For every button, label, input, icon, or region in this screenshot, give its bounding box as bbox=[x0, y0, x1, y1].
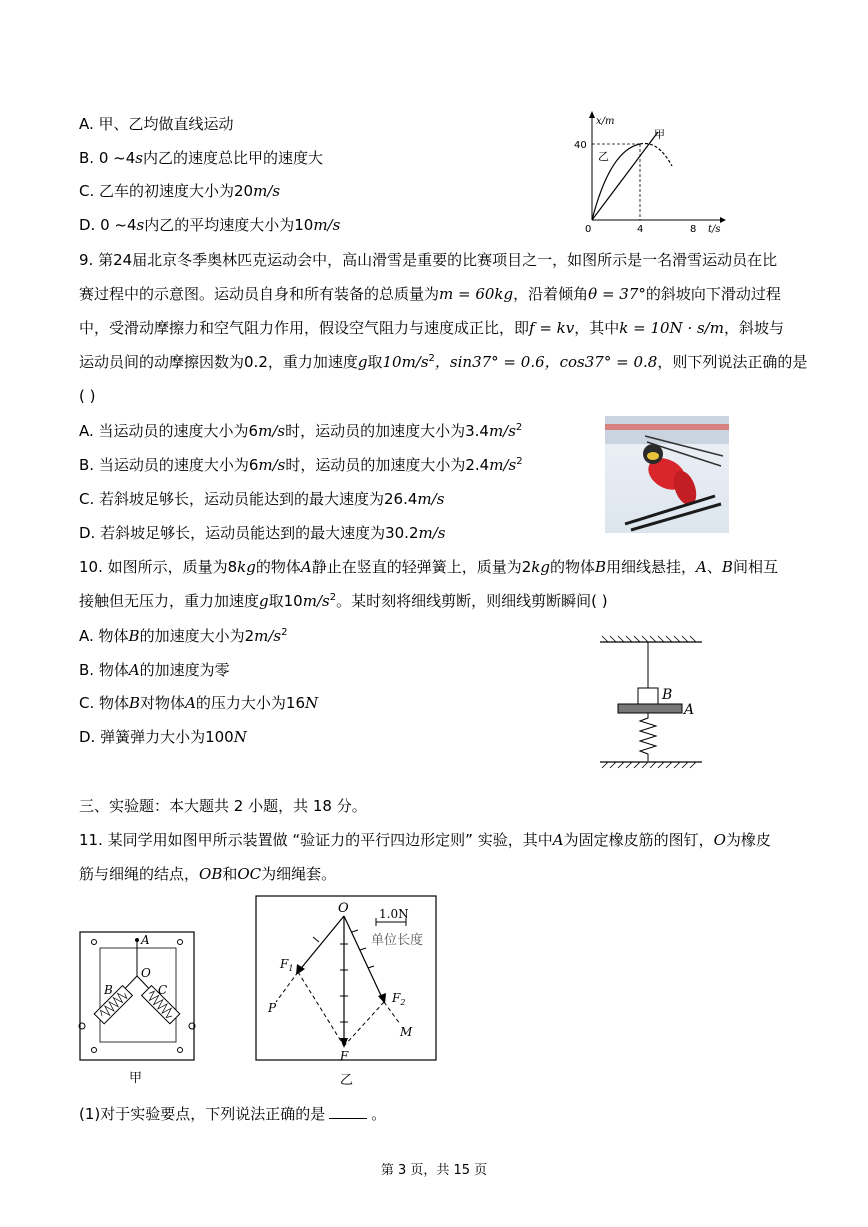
svg-text:O: O bbox=[338, 901, 349, 916]
figure-jia bbox=[78, 928, 198, 1088]
svg-text:P: P bbox=[268, 1001, 277, 1015]
svg-text:甲: 甲 bbox=[129, 1071, 143, 1086]
svg-text:F1: $F_1$ bbox=[280, 957, 294, 973]
q10-spring-figure bbox=[598, 636, 718, 776]
svg-text:t/s: t/s bbox=[708, 224, 721, 235]
svg-text:O: O bbox=[141, 966, 151, 980]
skier-photo bbox=[605, 416, 729, 533]
svg-text:4: 4 bbox=[637, 224, 644, 235]
q8-option-d: D. 0 ~4s内乙的平均速度大小为10m/s bbox=[79, 216, 341, 234]
svg-text:40: 40 bbox=[574, 140, 587, 151]
q8-xt-graph bbox=[574, 108, 730, 235]
svg-text:B: B bbox=[662, 687, 673, 703]
block-a bbox=[618, 704, 682, 713]
graph-line-jia bbox=[592, 132, 658, 220]
q9-option-c: C. 若斜坡足够长，运动员能达到的最大速度为26.4m/s bbox=[79, 490, 445, 508]
q10-option-d: D. 弹簧弹力大小为100N bbox=[79, 728, 247, 746]
q10-option-c: C. 物体B对物体A的压力大小为16N bbox=[79, 694, 319, 712]
svg-text:F2: $F_2$ bbox=[392, 991, 406, 1007]
q10-option-b: B. 物体A的加速度为零 bbox=[79, 661, 230, 679]
q9-option-a: A. 当运动员的速度大小为6m/s时，运动员的加速度大小为$3.4m/s^2$ bbox=[79, 422, 523, 440]
q9-line-1: 9. 第24届北京冬季奥林匹克运动会中，高山滑雪是重要的比赛项目之一，如图所示是一名滑雪运动员在比 bbox=[79, 251, 778, 269]
svg-text:x/m: x/m bbox=[596, 116, 615, 127]
q8-option-b: B. 0 ~4s内乙的速度总比甲的速度大 bbox=[79, 149, 323, 167]
svg-text:A: A bbox=[141, 933, 150, 947]
svg-text:乙: 乙 bbox=[340, 1073, 354, 1088]
svg-text:A: A bbox=[684, 702, 695, 718]
svg-text:0: 0 bbox=[585, 224, 592, 235]
svg-text:1.0N: 1.0N bbox=[379, 907, 409, 921]
q8-option-a: A. 甲、乙均做直线运动 bbox=[79, 115, 234, 133]
q9-answer-paren: ( ) bbox=[79, 387, 96, 405]
svg-text:甲: 甲 bbox=[654, 128, 665, 141]
block-b bbox=[638, 688, 658, 704]
page-footer: 第 3 页，共 15 页 bbox=[380, 1163, 488, 1178]
section-3-heading: 三、实验题：本大题共 2 小题，共 18 分。 bbox=[79, 797, 367, 815]
svg-text:F: F bbox=[340, 1049, 349, 1063]
svg-text:C: C bbox=[158, 983, 168, 997]
svg-text:乙: 乙 bbox=[598, 150, 609, 163]
svg-text:单位长度: 单位长度 bbox=[371, 933, 424, 948]
q11-line-2: 筋与细绳的结点，OB和OC为细绳套。 bbox=[79, 865, 337, 883]
answer-blank[interactable] bbox=[329, 1104, 367, 1119]
q9-option-d: D. 若斜坡足够长，运动员能达到的最大速度为30.2m/s bbox=[79, 524, 446, 542]
q10-line-2: 接触但无压力，重力加速度g取$10m/s^2$。某时刻将细线剪断，则细线剪断瞬间( ) bbox=[79, 592, 608, 610]
svg-text:B: B bbox=[104, 983, 113, 997]
q9-line-2: 赛过程中的示意图。运动员自身和所有装备的总质量为m = 60kg，沿着倾角θ = 37°的斜坡向下滑动过程 bbox=[79, 285, 781, 303]
skier-illustration bbox=[605, 416, 729, 533]
q9-option-b: B. 当运动员的速度大小为6m/s时，运动员的加速度大小为$2.4m/s^2$ bbox=[79, 456, 523, 474]
figure-yi bbox=[254, 894, 440, 1094]
q11-subquestion-1: (1)对于实验要点，下列说法正确的是 。 bbox=[79, 1105, 387, 1123]
q9-line-4: 运动员间的动摩擦因数为0.2，重力加速度g取$10m/s^2$，sin37° = 0.6，cos37° = 0.8，则下列说法正确的是 bbox=[79, 353, 808, 371]
q10-line-1: 10. 如图所示，质量为8kg的物体A静止在竖直的轻弹簧上，质量为2kg的物体B用细线悬挂，A、B间相互 bbox=[79, 558, 778, 576]
q11-line-1: 11. 某同学用如图甲所示装置做 “验证力的平行四边形定则” 实验，其中A为固定橡皮筋的图钉，O为橡皮 bbox=[79, 831, 771, 849]
q8-option-c: C. 乙车的初速度大小为20m/s bbox=[79, 182, 281, 200]
spring bbox=[640, 713, 656, 761]
q10-option-a: A. 物体B的加速度大小为$2m/s^2$ bbox=[79, 627, 288, 645]
q9-line-3: 中，受滑动摩擦力和空气阻力作用，假设空气阻力与速度成正比，即f = kv，其中k = 10N · s/m，斜坡与 bbox=[79, 319, 784, 337]
svg-text:8: 8 bbox=[690, 224, 697, 235]
svg-text:M: M bbox=[400, 1025, 413, 1039]
